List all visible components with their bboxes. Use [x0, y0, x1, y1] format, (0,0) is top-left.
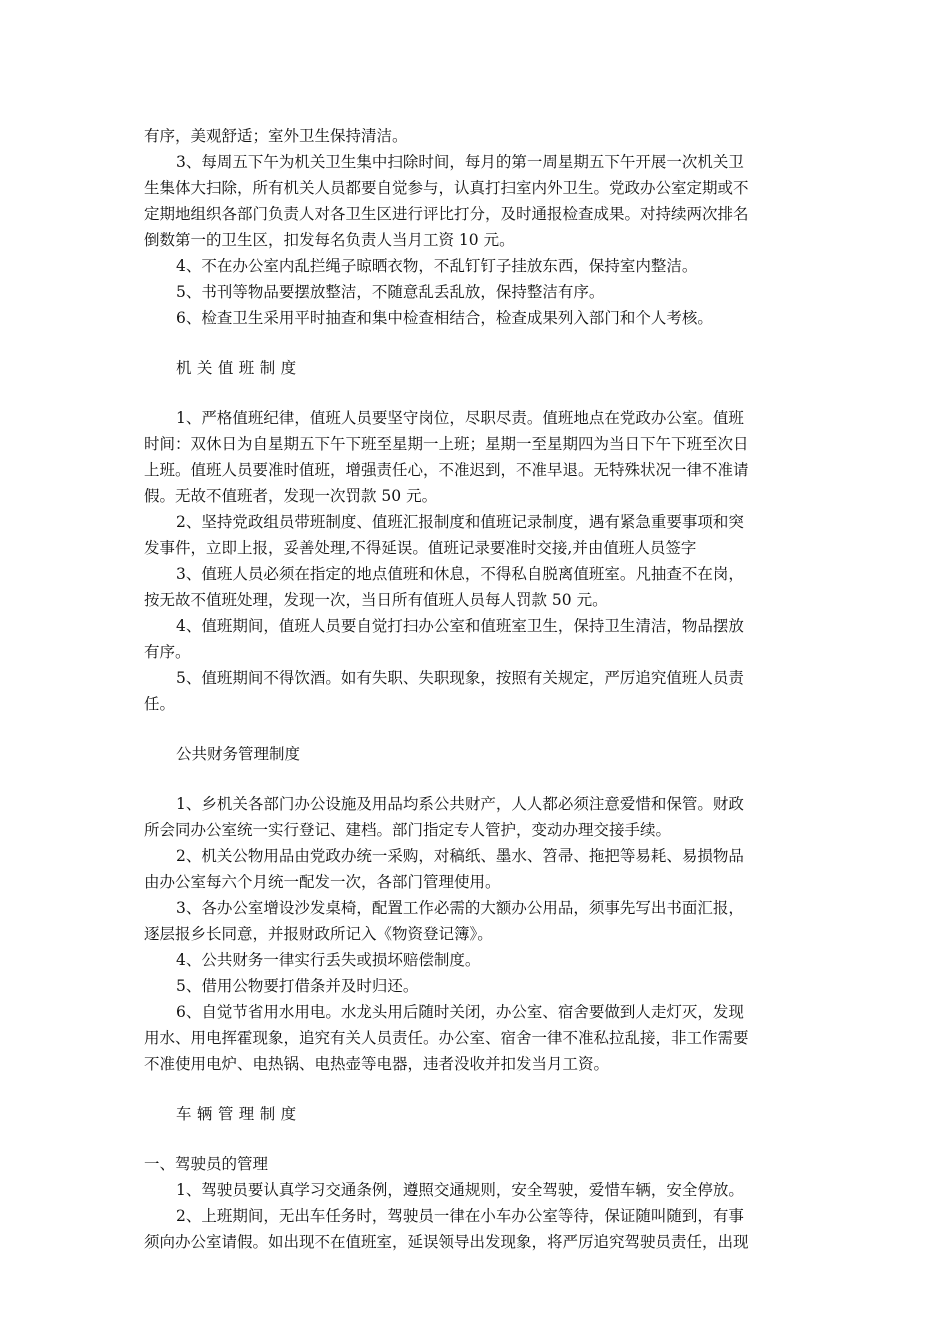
paragraph-line: 1、乡机关各部门办公设施及用品均系公共财产，人人都必须注意爱惜和保管。财政 [176, 795, 744, 813]
section-heading: 车辆管理制度 [176, 1105, 302, 1123]
paragraph-line: 5、借用公物要打借条并及时归还。 [176, 977, 419, 995]
paragraph-line: 1、严格值班纪律，值班人员要坚守岗位，尽职尽责。值班地点在党政办公室。值班 [176, 409, 744, 427]
paragraph-line: 不准使用电炉、电热锅、电热壶等电器，违者没收并扣发当月工资。 [144, 1055, 610, 1073]
paragraph-line: 1、驾驶员要认真学习交通条例，遵照交通规则，安全驾驶，爱惜车辆，安全停放。 [176, 1181, 744, 1199]
paragraph-line: 倒数第一的卫生区，扣发每名负责人当月工资 10 元。 [144, 231, 515, 249]
paragraph-line: 定期地组织各部门负责人对各卫生区进行评比打分，及时通报检查成果。对持续两次排名 [144, 205, 749, 223]
spacer [144, 381, 808, 405]
spacer [144, 717, 808, 741]
paragraph-line: 5、值班期间不得饮酒。如有失职、失职现象，按照有关规定，严厉追究值班人员责 [176, 669, 744, 687]
paragraph-line: 2、上班期间，无出车任务时，驾驶员一律在小车办公室等待，保证随叫随到，有事 [176, 1207, 744, 1225]
paragraph-line: 由办公室每六个月统一配发一次，各部门管理使用。 [144, 873, 501, 891]
paragraph-line: 逐层报乡长同意，并报财政所记入《物资登记簿》。 [144, 925, 493, 943]
paragraph-line: 时间：双休日为自星期五下午下班至星期一上班；星期一至星期四为当日下午下班至次日 [144, 435, 749, 453]
paragraph-line: 上班。值班人员要准时值班，增强责任心，不准迟到，不准早退。无特殊状况一律不准请 [144, 461, 749, 479]
spacer [144, 1127, 808, 1151]
paragraph-line: 用水、用电挥霍现象，追究有关人员责任。办公室、宿舍一律不准私拉乱接，非工作需要 [144, 1029, 749, 1047]
document-page [144, 123, 808, 1255]
paragraph-line: 须向办公室请假。如出现不在值班室，延误领导出发现象，将严厉追究驾驶员责任，出现 [144, 1233, 749, 1251]
paragraph-line: 6、自觉节省用水用电。水龙头用后随时关闭，办公室、宿舍要做到人走灯灭，发现 [176, 1003, 744, 1021]
paragraph-line: 所会同办公室统一实行登记、建档。部门指定专人管护，变动办理交接手续。 [144, 821, 672, 839]
paragraph-line: 4、值班期间，值班人员要自觉打扫办公室和值班室卫生，保持卫生清洁，物品摆放 [176, 617, 744, 635]
paragraph-line: 按无故不值班处理，发现一次，当日所有值班人员每人罚款 50 元。 [144, 591, 608, 609]
paragraph-line: 6、检查卫生采用平时抽查和集中检查相结合，检查成果列入部门和个人考核。 [176, 309, 713, 327]
paragraph-line: 2、坚持党政组员带班制度、值班汇报制度和值班记录制度，遇有紧急重要事项和突 [176, 513, 744, 531]
paragraph-line: 3、每周五下午为机关卫生集中扫除时间，每月的第一周星期五下午开展一次机关卫 [176, 153, 744, 171]
spacer [144, 1077, 808, 1101]
spacer [144, 331, 808, 355]
paragraph-line: 有序。 [144, 643, 191, 661]
section-heading: 机关值班制度 [176, 359, 302, 377]
paragraph-line: 发事件，立即上报，妥善处理,不得延误。值班记录要准时交接,并由值班人员签字 [144, 539, 697, 557]
paragraph-line: 假。无故不值班者，发现一次罚款 50 元。 [144, 487, 438, 505]
section-heading: 公共财务管理制度 [176, 745, 301, 763]
paragraph-line: 2、机关公物用品由党政办统一采购，对稿纸、墨水、笤帚、拖把等易耗、易损物品 [176, 847, 744, 865]
paragraph-line: 有序，美观舒适；室外卫生保持清洁。 [144, 127, 408, 145]
paragraph-line: 生集体大扫除，所有机关人员都要自觉参与，认真打扫室内外卫生。党政办公室定期或不 [144, 179, 749, 197]
paragraph-line: 5、书刊等物品要摆放整洁，不随意乱丢乱放，保持整洁有序。 [176, 283, 605, 301]
spacer [144, 767, 808, 791]
paragraph-line: 4、公共财务一律实行丢失或损坏赔偿制度。 [176, 951, 481, 969]
paragraph-line: 任。 [144, 695, 176, 713]
paragraph-line: 3、各办公室增设沙发桌椅，配置工作必需的大额办公用品，须事先写出书面汇报， [176, 899, 744, 917]
paragraph-line: 3、值班人员必须在指定的地点值班和休息，不得私自脱离值班室。凡抽查不在岗， [176, 565, 744, 583]
subsection-heading: 一、驾驶员的管理 [144, 1155, 269, 1173]
paragraph-line: 4、不在办公室内乱拦绳子晾晒衣物，不乱钉钉子挂放东西，保持室内整洁。 [176, 257, 698, 275]
